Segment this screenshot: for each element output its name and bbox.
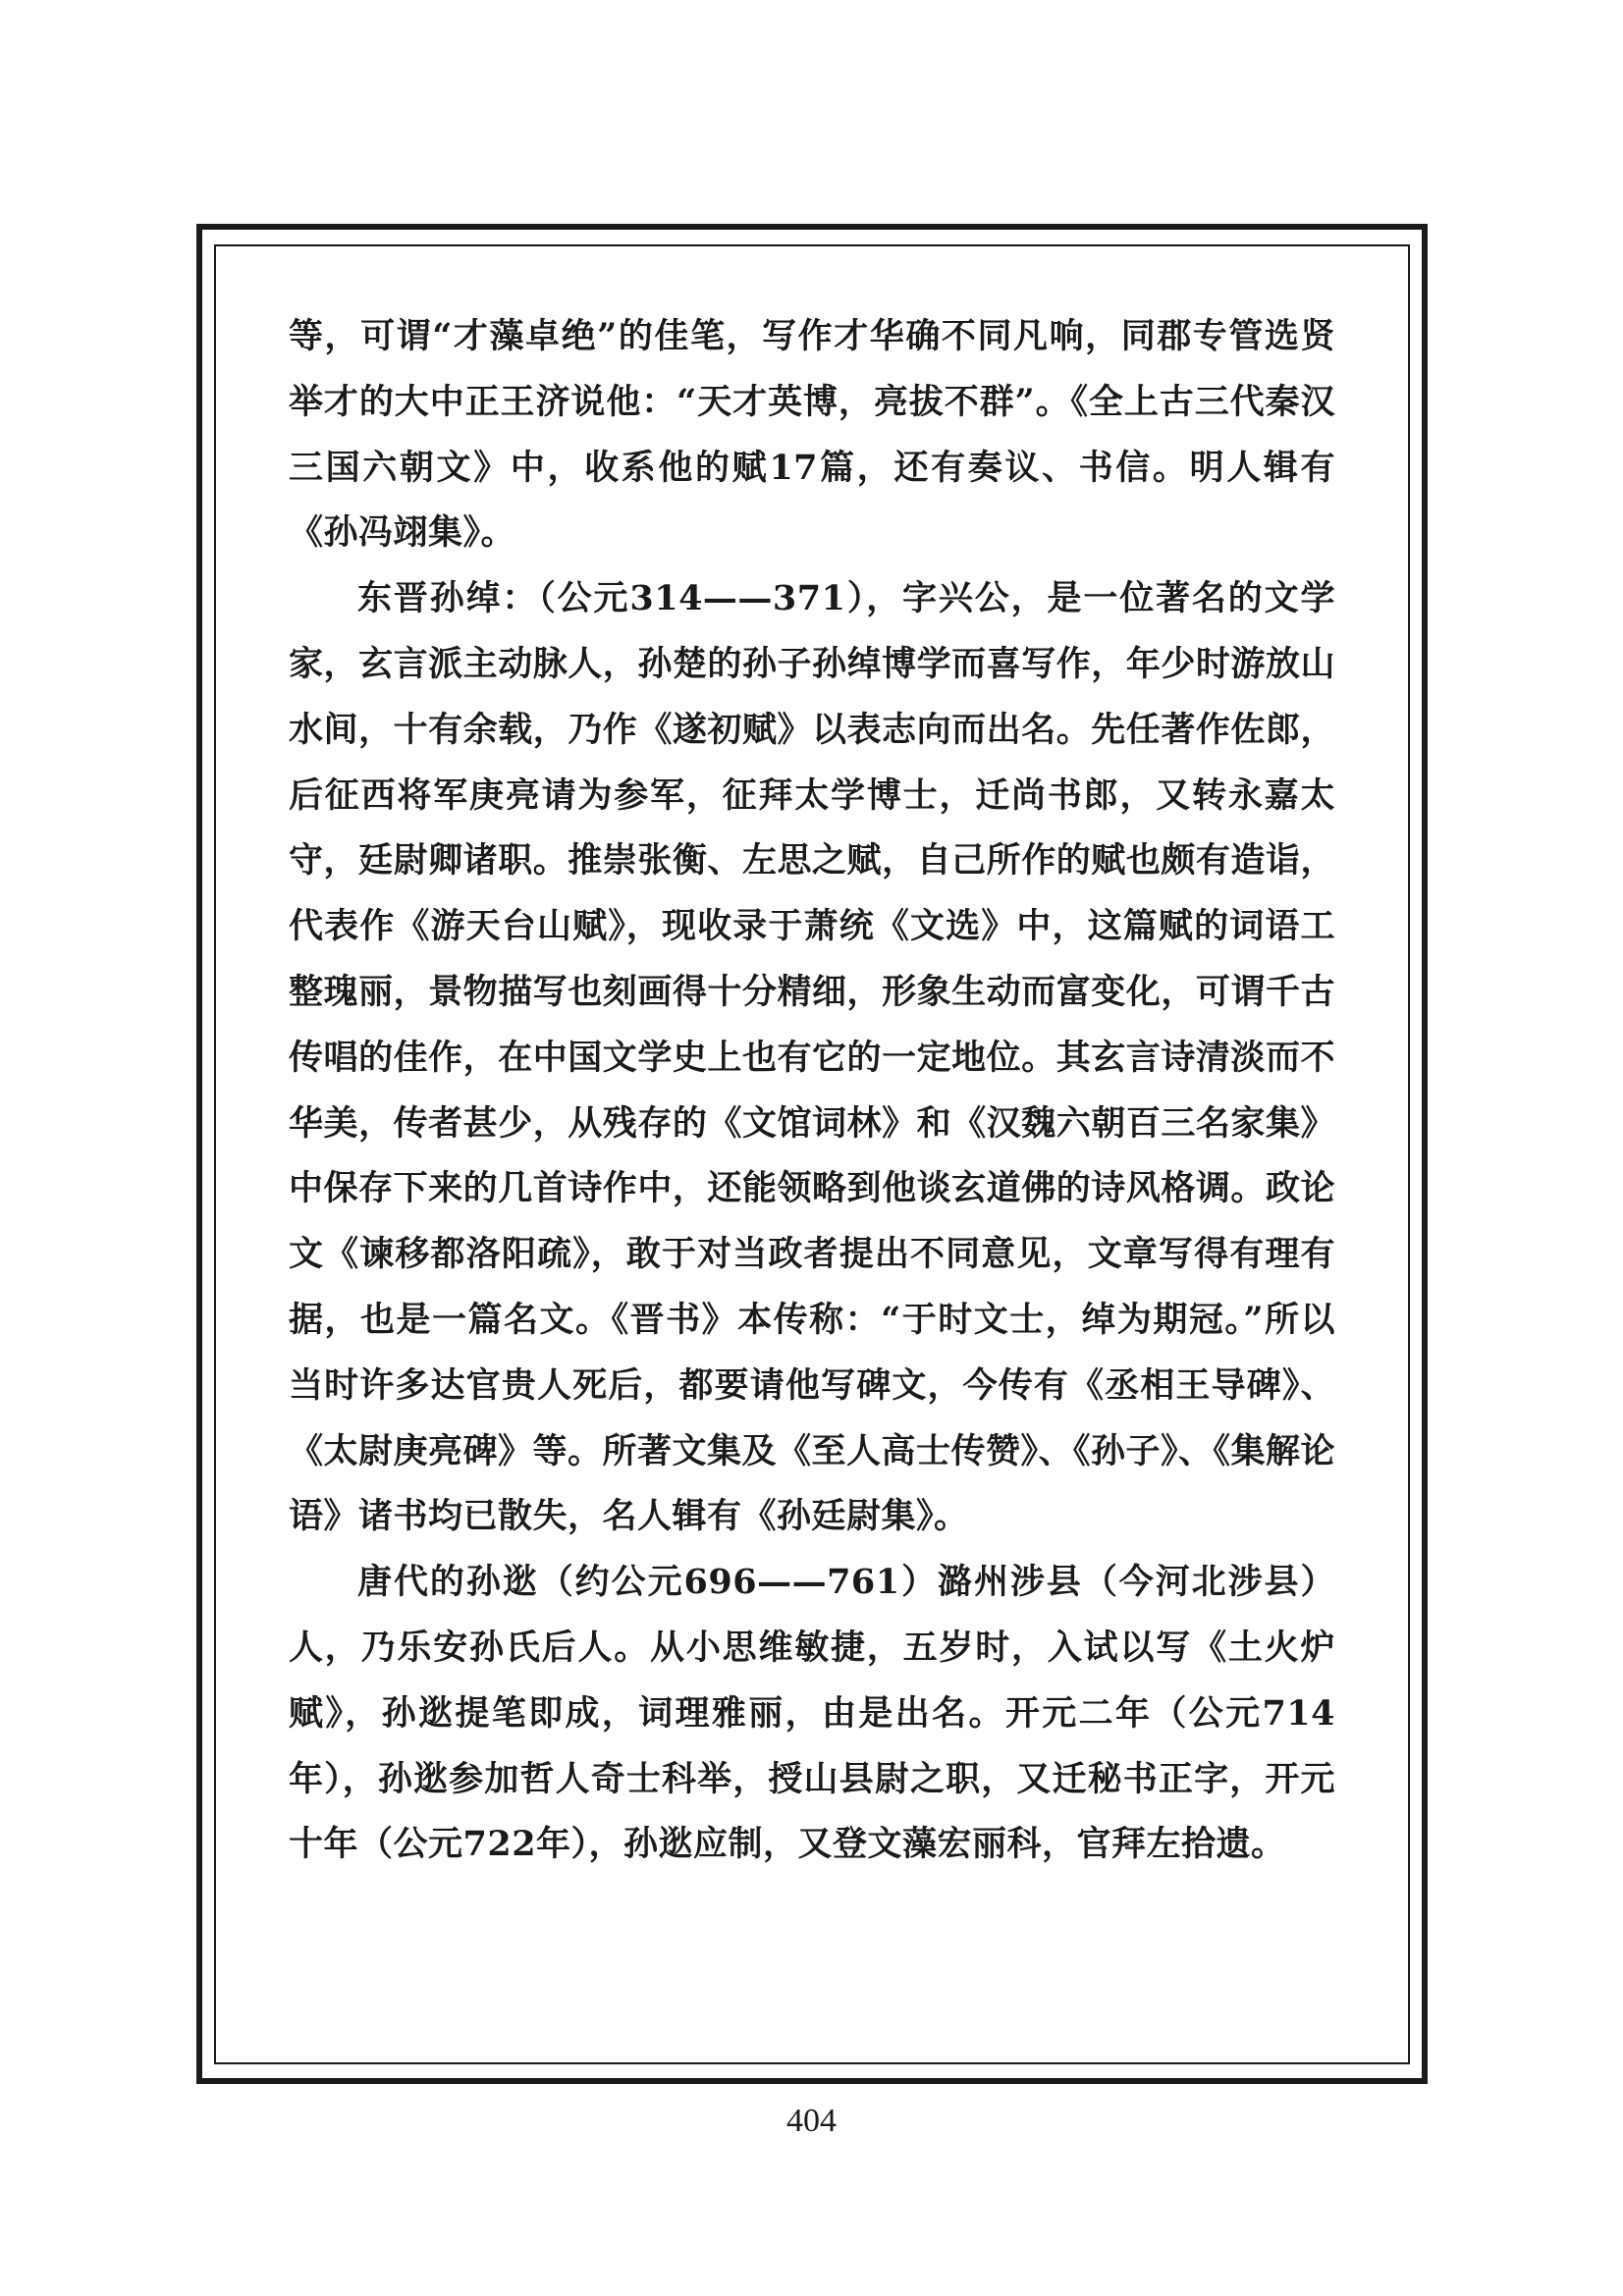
page-number: 404 — [786, 2103, 837, 2139]
body-text — [289, 304, 1335, 1878]
paragraph-1: 等，可谓“才藻卓绝”的佳笔，写作才华确不同凡响，同郡专管选贤举才的大中正王济说他：“天才英博，亮拔不群”。《全上古三代秦汉三国六朝文》中，收系他的赋17篇，还有奏议、书信。明人辑有《孙冯翊集》。 — [289, 316, 1335, 554]
paragraph-3: 唐代的孙逖（约公元696——761）潞州涉县（今河北涉县）人，乃乐安孙氏后人。从小思维敏捷，五岁时，入试以写《土火炉赋》，孙逖提笔即成，词理雅丽，由是出名。开元二年（公元714年），孙逖参加哲人奇士科举，授山县尉之职，又迁秘书正字，开元十年（公元722年），孙逖应制，又登文藻宏丽科，官拜左拾遗。 — [289, 1562, 1335, 1865]
paragraph-2: 东晋孙绰：（公元314——371），字兴公，是一位著名的文学家，玄言派主动脉人，孙楚的孙子孙绰博学而喜写作，年少时游放山水间，十有余载，乃作《遂初赋》以表志向而出名。先任著作佐郎，后征西将军庚亮请为参军，征拜太学博士，迁尚书郎，又转永嘉太守，廷尉卿诸职。推崇张衡、左思之赋，自己所作的赋也颇有造诣，代表作《游天台山赋》，现收录于萧统《文选》中，这篇赋的词语工整瑰丽，景物描写也刻画得十分精细，形象生动而富变化，可谓千古传唱的佳作，在中国文学史上也有它的一定地位。其玄言诗清淡而不华美，传者甚少，从残存的《文馆词林》和《汉魏六朝百三名家集》中保存下来的几首诗作中，还能领略到他谈玄道佛的诗风格调。政论文《谏移都洛阳疏》，敢于对当政者提出不同意见，文章写得有理有据，也是一篇名文。《晋书》本传称：“于时文士，绰为期冠。”所以当时许多达官贵人死后，都要请他写碑文，今传有《丞相王导碑》、《太尉庚亮碑》等。所著文集及《至人高士传赞》、《孙子》、《集解论语》诸书均已散失，名人辑有《孙廷尉集》。 — [289, 578, 1336, 1537]
